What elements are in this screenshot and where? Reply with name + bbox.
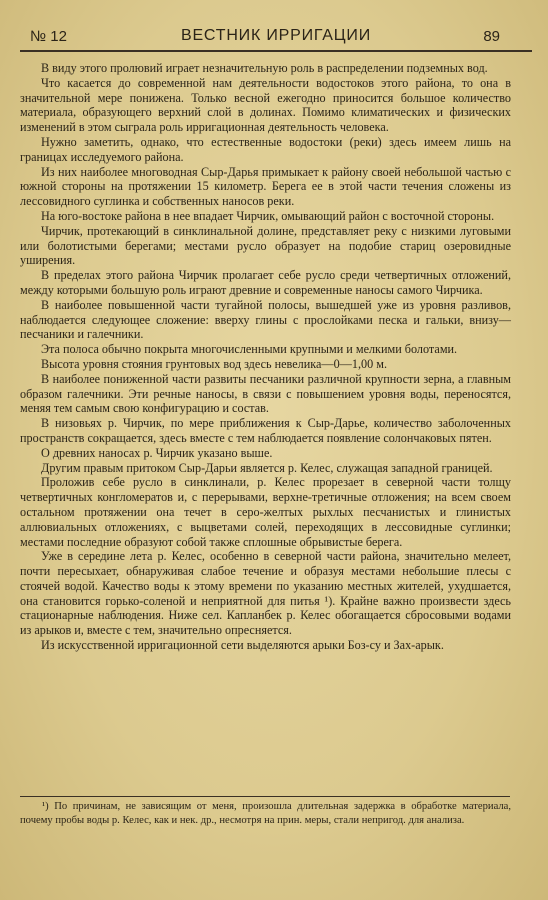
page-header xyxy=(20,26,532,52)
paragraph: Высота уровня стояния грунтовых вод здесь невелика—0—1,00 м. xyxy=(41,356,387,371)
paragraph: В виду этого пролювий играет незначительную роль в распределении подземных вод. xyxy=(41,61,488,75)
paragraph: Другим правым притоком Сыр-Дарьи является р. Келес, служащая западной границей. xyxy=(41,460,493,475)
paragraph: В низовьях р. Чирчик, по мере приближения к Сыр-Дарье, количество заболоченных пространств сокращается, здесь вместе с тем наблюдается появление солончаковых пятен. xyxy=(20,416,511,445)
paragraph: На юго-востоке района в нее впадает Чирчик, омывающий район с восточной стороны. xyxy=(41,208,495,223)
paragraph: Проложив себе русло в синклинали, р. Келес прорезает в северной части толщу четвертичных конгломератов и, с перерывами, верхне-третичные отложения; на всем своем остальном протяжении она течет в серо-желтых рыхлых песчанистых и глинистых аллювиальных отложениях, с выцветами солей, переходящих в лессовидные суглинки; местами последние образуют собой также сплошные обрывистые берега. xyxy=(20,475,511,549)
paragraph: Нужно заметить, однако, что естественные водостоки (реки) здесь имеем лишь на границах исследуемого района. xyxy=(20,134,511,164)
page-number: 89 xyxy=(483,28,500,45)
paragraph: Уже в середине лета р. Келес, особенно в северной части района, значительно мелеет, почти пересыхает, обнаруживая слабое течение и образуя местами небольшие плесы с стоячей водой. Качество воды к этому времени по указанию местных жителей, ухудшается, она становится горько-соленой и неприятной для питья ¹). Крайне важно произвести здесь стационарные наблюдения. Ниже сел. Капланбек р. Келес обогащается сбросовыми водами из арыков и, вместе с тем, значительно опресняется. xyxy=(20,549,511,638)
article-body xyxy=(20,61,511,653)
paragraph: В пределах этого района Чирчик пролагает себе русло среди четвертичных отложений, между которыми большую роль играют древние и современные наносы самого Чирчика. xyxy=(20,268,511,297)
paragraph: Что касается до современной нам деятельности водостоков этого района, то она в значительной мере понижена. Только весной ежегодно приносится большое количество материала, образующего верхний слой в долинах. Помимо климатических и физических изменений в этом сыграла роль ирригационная деятельность человека. xyxy=(20,75,511,135)
footnote-divider xyxy=(20,796,510,797)
journal-title: ВЕСТНИК ИРРИГАЦИИ xyxy=(180,27,371,44)
paragraph: О древних наносах р. Чирчик указано выше. xyxy=(41,445,273,460)
footnote xyxy=(20,800,511,828)
paragraph: Чирчик, протекающий в синклинальной долине, представляет реку с низкими луговыми или болотистыми берегами; местами русло образует на подобие стариц озеровидные уширения. xyxy=(20,223,511,268)
paragraph: В наиболее пониженной части развиты песчаники различной крупности зерна, а главным образом галечники. Эти речные наносы, в связи с повышением уровня воды, переносятся, меняя тем самым свою конфигурацию и состав. xyxy=(20,371,511,416)
issue-number: № 12 xyxy=(30,28,67,45)
footnote-text: ¹) По причинам, не зависящим от меня, произошла длительная задержка в обработке материала, почему пробы воды р. Келес, как и нек. др., несмотря на прин. меры, стали непригод. для анализа. xyxy=(20,801,511,826)
paragraph: Из них наиболее многоводная Сыр-Дарья примыкает к району своей небольшой частью с южной стороны на протяжении 15 километр. Берега ее в этой части течения сложены из лессовидного суглинка и собственных наносов реки. xyxy=(20,164,511,209)
paragraph: В наиболее повышенной части тугайной полосы, вышедшей уже из уровня разливов, наблюдается следующее сложение: вверху глины с прослойками песка и гальки, внизу—песчаники и галечники. xyxy=(20,297,511,342)
paragraph: Из искусственной ирригационной сети выделяются арыки Боз-су и Зах-арык. xyxy=(41,638,444,653)
paragraph: Эта полоса обычно покрыта многочисленными крупными и мелкими болотами. xyxy=(41,342,458,357)
